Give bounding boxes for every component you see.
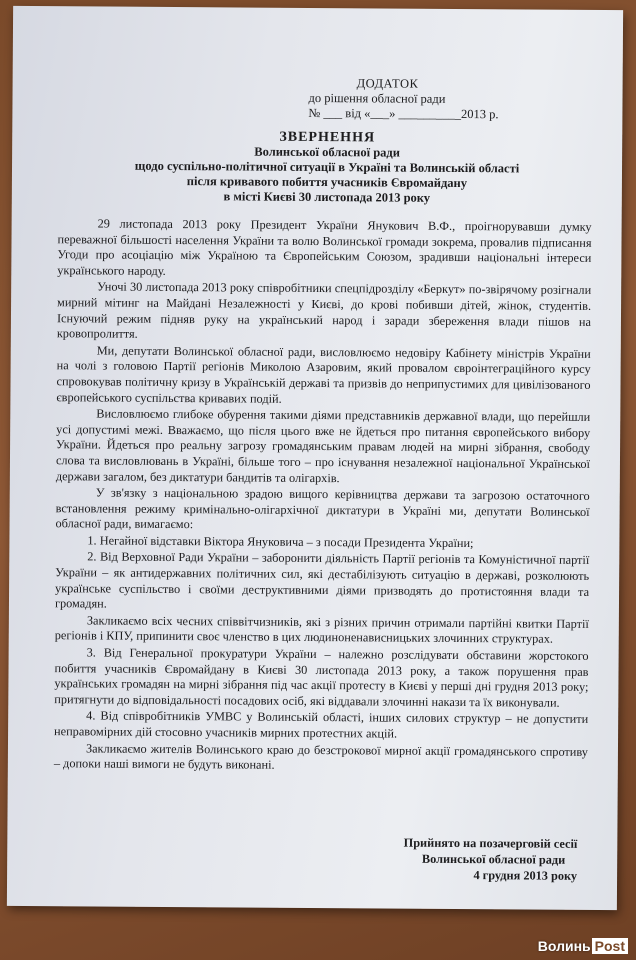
signature-line-2: Волинської обласної ради <box>421 851 566 867</box>
annex-decision: до рішення обласної ради <box>308 90 446 106</box>
site-watermark <box>538 938 628 954</box>
title-line-3: щодо суспільно-політичної ситуації в Україні та Волинській області <box>134 158 520 176</box>
watermark-suffix: Post <box>592 938 628 954</box>
demand-item: 3. Від Генеральної прокуратури України – належно розслідувати обставини жорстокого побиття учасників Євромайдану в Києві 30 листопада 2013 року, а також порушення прав українських громадян на мирні зібрання під час акції протесту в Києві у перші дні грудня 2013 року; притягнути до відповідальності посадових осіб, які віддавали злочинні накази та їх виконували. <box>54 645 589 710</box>
paragraph: Висловлюємо глибоке обурення такими діями представників державної влади, що перейшли усі допустимі межі. Вважаємо, що після цього вже не йдеться про питання європейського вибору України. Йдеться про реальну загрозу громадянським правам людей на мирні зібрання, свободу слова та висловлювань в Україні, більше того – про існування незалежної національної Української держави загалом, без диктатури бандитів та олігархів. <box>55 406 591 485</box>
signature-line-3: 4 грудня 2013 року <box>473 868 578 883</box>
annex-number-date: № ___ від «___» __________2013 р. <box>308 105 499 122</box>
demand-item: 4. Від співробітників УМВС у Волинській області, інших силових структур – не допустити неправомірних дій стосовно учасників мирних протестних акцій. <box>54 708 589 741</box>
appeal-paragraph: Закликаємо жителів Волинського краю до безстрокової мирної акції громадянського спротиву – допоки наші вимоги не будуть виконані. <box>53 741 589 772</box>
demand-item: 1. Негайної відставки Віктора Януковича – з посади Президента України; <box>87 533 474 550</box>
appeal-paragraph: Закликаємо всіх чесних співвітчизників, які з різних причин отримали партійні квитки Партії регіонів і КПУ, припинити своє членство в цих людиноненависницьких злочинних структурах. <box>54 613 589 647</box>
paragraph: 29 листопада 2013 року Президент України Янукович В.Ф., проігнорувавши думку переважної більшості населення України та волю Волинської громади зокрема, провалив підписання Угоди про асоціацію між Україною та Європейським Союзом, зрадивши національні інтереси українського народу. <box>57 216 592 278</box>
annex-title: ДОДАТОК <box>356 76 419 91</box>
title-line-4: після кривавого побиття учасників Євромайдану <box>186 174 468 191</box>
paragraph: У зв'язку з національною зрадою вищого керівництва держави та загрозою остаточного встановлення режиму кримінально-олігархічної диктатури в Україні ми, депутати Волинської обласної ради, вимагаємо: <box>55 485 590 532</box>
annex-header <box>308 76 498 122</box>
signature-line-1: Прийнято на позачерговій сесії <box>403 835 578 851</box>
adoption-signature <box>403 835 577 884</box>
title-line-5: в місті Києві 30 листопада 2013 року <box>223 189 431 205</box>
demand-item: 2. Від Верховної Ради України – заборонити діяльність Партії регіонів та Комуністичної партії України – як антидержавних політичних сил, які дестабілізують ситуацію в державі, розколюють українське суспільство і своїми деструктивними діями призводять до протистояння влади та громадян. <box>54 549 590 611</box>
paragraph: Ми, депутати Волинської обласної ради, висловлюємо недовіру Кабінету міністрів України на чолі з головою Партії регіонів Миколою Азаровим, який провалом євроінтеграційного курсу спровокував політичну кризу в Українській державі та призвів до неприпустимих для цивілізованого європейського суспільства кривавих подій. <box>56 343 591 406</box>
document-body <box>54 216 592 776</box>
title-line-2: Волинської обласної ради <box>254 144 401 160</box>
document-page <box>7 6 623 910</box>
watermark-brand: Волинь <box>537 938 591 954</box>
title-main: ЗВЕРНЕННЯ <box>279 129 376 146</box>
document-title <box>72 128 583 207</box>
paragraph: Уночі 30 листопада 2013 року співробітники спецпідрозділу «Беркут» по-звірячому розігнали мирний мітинг на Майдані Незалежності у Києві, до крові побивши дітей, жінок, студентів. Існуючий режим підняв руку на український народ і заради збереження влади пішов на кровопролиття. <box>56 279 592 341</box>
